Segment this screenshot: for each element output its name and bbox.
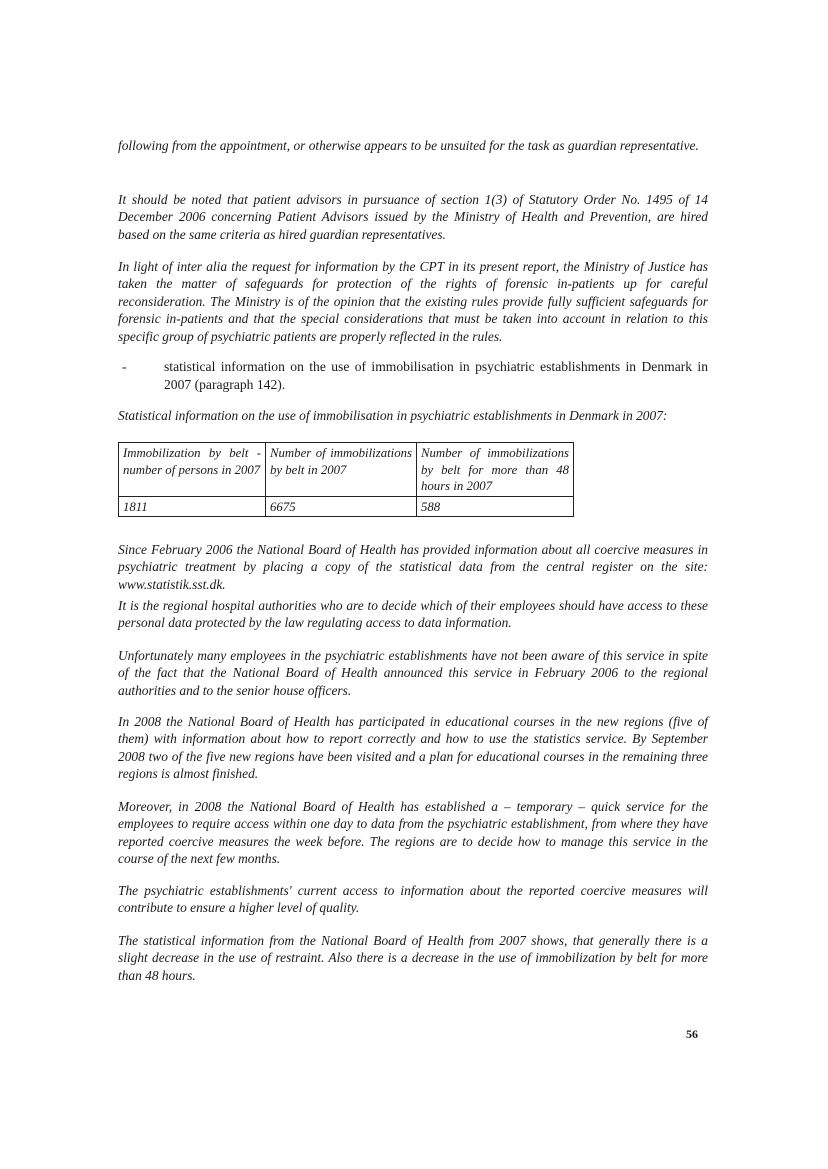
paragraph-guardian-suitability: following from the appointment, or otherwise appears to be unsuited for the task as guardian representative. [118, 138, 699, 153]
table-cell: 6675 [266, 496, 417, 517]
table-header-cell: Number of immobilizations by belt in 2007 [266, 443, 417, 497]
paragraph-ministry-justice: In light of inter alia the request for information by the CPT in its present report, the Ministry of Justice has taken the matter of safeguards for protection of the rights of forensic in-patients up for careful reconsideration. The Ministry is of the opinion that the existing rules provide fully sufficient safeguards for forensic in-patients and that the special considerations that must be taken into account in relation to this specific group of psychiatric patients are properly reflected in the rules. [118, 259, 708, 344]
table-row [119, 496, 574, 517]
table-header-cell: Immobilization by belt - number of persons in 2007 [119, 443, 266, 497]
paragraph-patient-advisors: It should be noted that patient advisors in pursuance of section 1(3) of Statutory Order No. 1495 of 14 December 2006 concerning Patient Advisors issued by the Ministry of Health and Prevention, are hired based on the same criteria as hired guardian representatives. [118, 192, 708, 242]
table-header-row [119, 443, 574, 497]
table-caption: Statistical information on the use of immobilisation in psychiatric establishments in Denmark in 2007: [118, 408, 668, 423]
table-header-cell: Number of immobilizations by belt for more than 48 hours in 2007 [417, 443, 574, 497]
paragraph-current-access: The psychiatric establishments' current access to information about the reported coercive measures will contribute to ensure a higher level of quality. [118, 883, 708, 916]
paragraph-unaware-employees: Unfortunately many employees in the psychiatric establishments have not been aware of this service in spite of the fact that the National Board of Health announced this service in February 2006 to the regional authorities and to the senior house officers. [118, 648, 708, 698]
immobilisation-statistics-table [118, 442, 574, 517]
paragraph-regional-authorities: It is the regional hospital authorities who are to decide which of their employees should have access to these personal data protected by the law regulating access to data information. [118, 598, 708, 631]
bullet-text: statistical information on the use of immobilisation in psychiatric establishments in Denmark in 2007 (paragraph 142). [164, 359, 708, 392]
bullet-dash: - [122, 359, 127, 374]
table-cell: 1811 [119, 496, 266, 517]
table-cell: 588 [417, 496, 574, 517]
paragraph-quick-service: Moreover, in 2008 the National Board of Health has established a – temporary – quick service for the employees to require access within one day to data from the psychiatric establishment, from where they have reported coercive measures the week before. The regions are to decide how to manage this service in the course of the next few months. [118, 799, 708, 867]
paragraph-board-information: Since February 2006 the National Board of Health has provided information about all coercive measures in psychiatric treatment by placing a copy of the statistical data from the central register on the site: www.statistik.sst.dk. [118, 542, 708, 592]
paragraph-statistics-2007: The statistical information from the National Board of Health from 2007 shows, that generally there is a slight decrease in the use of restraint. Also there is a decrease in the use of immobilization by belt for more than 48 hours. [118, 933, 708, 983]
paragraph-educational-courses: In 2008 the National Board of Health has participated in educational courses in the new regions (five of them) with information about how to report correctly and how to use the statistics service. By September 2008 two of the five new regions have been visited and a plan for educational courses in the remaining three regions is almost finished. [118, 714, 708, 782]
page-number: 56 [686, 1027, 698, 1041]
